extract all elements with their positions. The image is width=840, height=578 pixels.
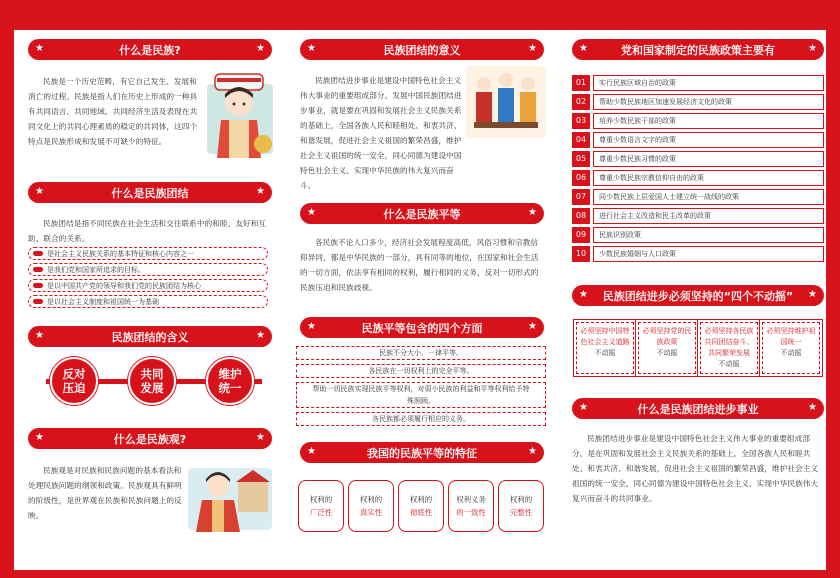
equality-aspect-item: 各民族都必须履行相应的义务。 xyxy=(296,412,546,426)
policy-item: 10 少数民族婚姻与人口政策 xyxy=(572,246,824,262)
bullet-icon xyxy=(33,267,43,272)
star-icon: ★ xyxy=(256,330,265,341)
paragraph-nation-view: 民族观是对民族和民族问题的基本看法和处理民族问题的纲领和政策。民族观具有鲜明的阶级性，是世界观在民族和民族问题上的反映。 xyxy=(28,466,182,520)
star-icon: ★ xyxy=(35,186,44,197)
equality-aspect-item: 民族不分大小，一律平等。 xyxy=(296,346,546,360)
unity-meaning-band xyxy=(36,357,272,405)
section-header-what-is-equality xyxy=(300,203,544,224)
unwavering-card: 必须坚持各民族共同团结奋斗、共同繁荣发展 不动摇 xyxy=(700,322,758,374)
section-title: 我国的民族平等的特征 xyxy=(367,446,477,460)
paragraph-unity-progress: 民族团结进步事业是建设中国特色社会主义伟大事业的重要组成部分，是在巩固和发展社会主义民族关系的基础上，全国各族人民和睦共处、和衷共济、和谐发展，促进社会主义祖国的繁荣昌盛，维护社会主义祖国的统一安全，同心同德为建设中国特色社会主义、实现中华民族伟大复兴而奋斗的共同事业。 xyxy=(572,434,819,503)
unwavering-card: 必须坚持维护祖国统一 不动摇 xyxy=(762,322,820,374)
section-header-four-aspects xyxy=(300,317,544,338)
section-title: 民族团结的意义 xyxy=(383,43,461,57)
star-icon: ★ xyxy=(307,207,316,218)
bullet-icon xyxy=(33,283,43,288)
star-icon: ★ xyxy=(579,402,588,413)
circle-oppose-oppression: 反对 压迫 xyxy=(50,357,98,405)
section-header-ethnic-policies xyxy=(572,39,824,60)
list-item: 是以中国共产党的领导和我们党的民族团结为核心 xyxy=(28,279,268,292)
section-header-unity-significance xyxy=(300,39,544,60)
policy-item: 06 尊重少数民族宗教信仰自由的政策 xyxy=(572,170,824,186)
circle-common-development: 共同 发展 xyxy=(128,357,176,405)
policy-item: 09 民族识别政策 xyxy=(572,227,824,243)
star-icon: ★ xyxy=(256,43,265,54)
section-title: 民族团结的含义 xyxy=(111,330,189,344)
list-item: 是以社会主义制度和祖国统一为基础 xyxy=(28,295,268,308)
paragraph-nation-definition: 民族是一个历史范畴，有它自己发生、发展和消亡的过程。民族是指人们在历史上形成的一种具有共同语言、共同地域、共同经济生活及表现在共同文化上的共同心理素质的稳定的共同体，这四个特点是民族形成和发展不可缺少的特征。 xyxy=(28,77,198,146)
star-icon: ★ xyxy=(35,43,44,54)
star-icon: ★ xyxy=(307,321,316,332)
star-icon: ★ xyxy=(808,289,817,300)
policy-item: 01 实行民族区域自治的政策 xyxy=(572,75,824,91)
section-header-equality-features xyxy=(300,442,544,463)
star-icon: ★ xyxy=(256,186,265,197)
unwavering-card: 必须坚持党的民族政策 不动摇 xyxy=(638,322,696,374)
policy-item: 04 尊重少数语言文字的政策 xyxy=(572,132,824,148)
section-title: 什么是民族团结 xyxy=(111,186,189,200)
policy-item: 07 同少数民族上层爱国人士建立统一战线的政策 xyxy=(572,189,824,205)
star-icon: ★ xyxy=(808,402,817,413)
section-title: 什么是民族平等 xyxy=(383,207,461,221)
bullet-icon xyxy=(33,299,43,304)
feature-hexagon: 权利的 完整性 xyxy=(498,480,544,532)
policy-item: 05 尊重少数民族习惯的政策 xyxy=(572,151,824,167)
star-icon: ★ xyxy=(528,43,537,54)
star-icon: ★ xyxy=(528,207,537,218)
list-item: 是我们党和国家所追求的目标。 xyxy=(28,263,268,276)
star-icon: ★ xyxy=(528,321,537,332)
paragraph-unity-definition: 民族团结是指不同民族在社会生活和交往联系中的和睦、友好和互助、联合的关系。 xyxy=(28,219,267,243)
list-item: 是社会主义民族关系的基本特征和核心内容之一 xyxy=(28,247,268,260)
star-icon: ★ xyxy=(808,43,817,54)
circle-maintain-unity: 维护 统一 xyxy=(206,357,254,405)
section-title: 什么是民族观? xyxy=(113,432,187,446)
section-header-what-is-unity xyxy=(28,182,272,203)
ethnic-girl-illustration xyxy=(205,64,275,164)
section-title: 什么是民族团结进步事业 xyxy=(637,402,759,416)
equality-aspect-item: 帮助一切民族实现民族平等权利，对弱小民族的利益和平等权利给予特殊照顾。 xyxy=(296,382,546,408)
star-icon: ★ xyxy=(579,289,588,300)
ethnic-girl-illustration-2 xyxy=(188,462,272,534)
unwavering-card: 必须坚持中国特色社会主义道路 不动摇 xyxy=(576,322,634,374)
section-header-four-unwavering xyxy=(572,285,824,306)
star-icon: ★ xyxy=(35,330,44,341)
feature-hexagon: 权利义务 的一致性 xyxy=(448,480,494,532)
feature-hexagon: 权利的 真实性 xyxy=(348,480,394,532)
policy-item: 03 培养少数民族干部的政策 xyxy=(572,113,824,129)
star-icon: ★ xyxy=(35,432,44,443)
section-title: 民族平等包含的四个方面 xyxy=(361,321,483,335)
section-title: 党和国家制定的民族政策主要有 xyxy=(621,43,775,57)
star-icon: ★ xyxy=(256,432,265,443)
bullet-icon xyxy=(33,251,43,256)
equality-aspect-item: 各民族在一切权利上的完全平等。 xyxy=(296,364,546,378)
paragraph-unity-significance-top: 民族团结进步事业是建设中国特色社会主义伟大事业的重要组成部分。发展中国民族团结进步事业，就是要在巩固和发展社会主义民族关系的基础上，全国各族人民和睦相处、和衷共济、和谐发展，促进社会主义祖国的繁荣昌盛，维护社会主义祖国的统一安全，同心同德为建设中国特色社会主义、实现中华民族的伟大复兴而奋斗。 xyxy=(300,76,462,190)
feature-hexagon: 权利的 广泛性 xyxy=(298,480,344,532)
policy-item: 08 进行社会主义改造和民主改革的政策 xyxy=(572,208,824,224)
section-header-unity-progress xyxy=(572,398,824,419)
section-header-unity-meaning xyxy=(28,326,272,347)
section-title: 民族团结进步必须坚持的“四个不动摇” xyxy=(602,289,794,303)
policy-item: 02 帮助少数民族地区加速发展经济文化的政策 xyxy=(572,94,824,110)
section-header-what-is-nation xyxy=(28,39,272,60)
section-title: 什么是民族? xyxy=(119,43,181,57)
section-header-nation-view xyxy=(28,428,272,449)
star-icon: ★ xyxy=(528,446,537,457)
star-icon: ★ xyxy=(307,446,316,457)
feature-hexagon: 权利的 彻底性 xyxy=(398,480,444,532)
star-icon: ★ xyxy=(307,43,316,54)
paragraph-equality-definition: 各民族不论人口多少，经济社会发展程度高低，风俗习惯和宗教信仰异同，都是中华民族的一部分，具有同等的地位，在国家和社会生活的一切方面，依法享有相同的权利，履行相同的义务，反对一切形式的民族压迫和民族歧视。 xyxy=(300,238,539,292)
paragraph-unity-significance-rest xyxy=(300,128,544,184)
star-icon: ★ xyxy=(579,43,588,54)
